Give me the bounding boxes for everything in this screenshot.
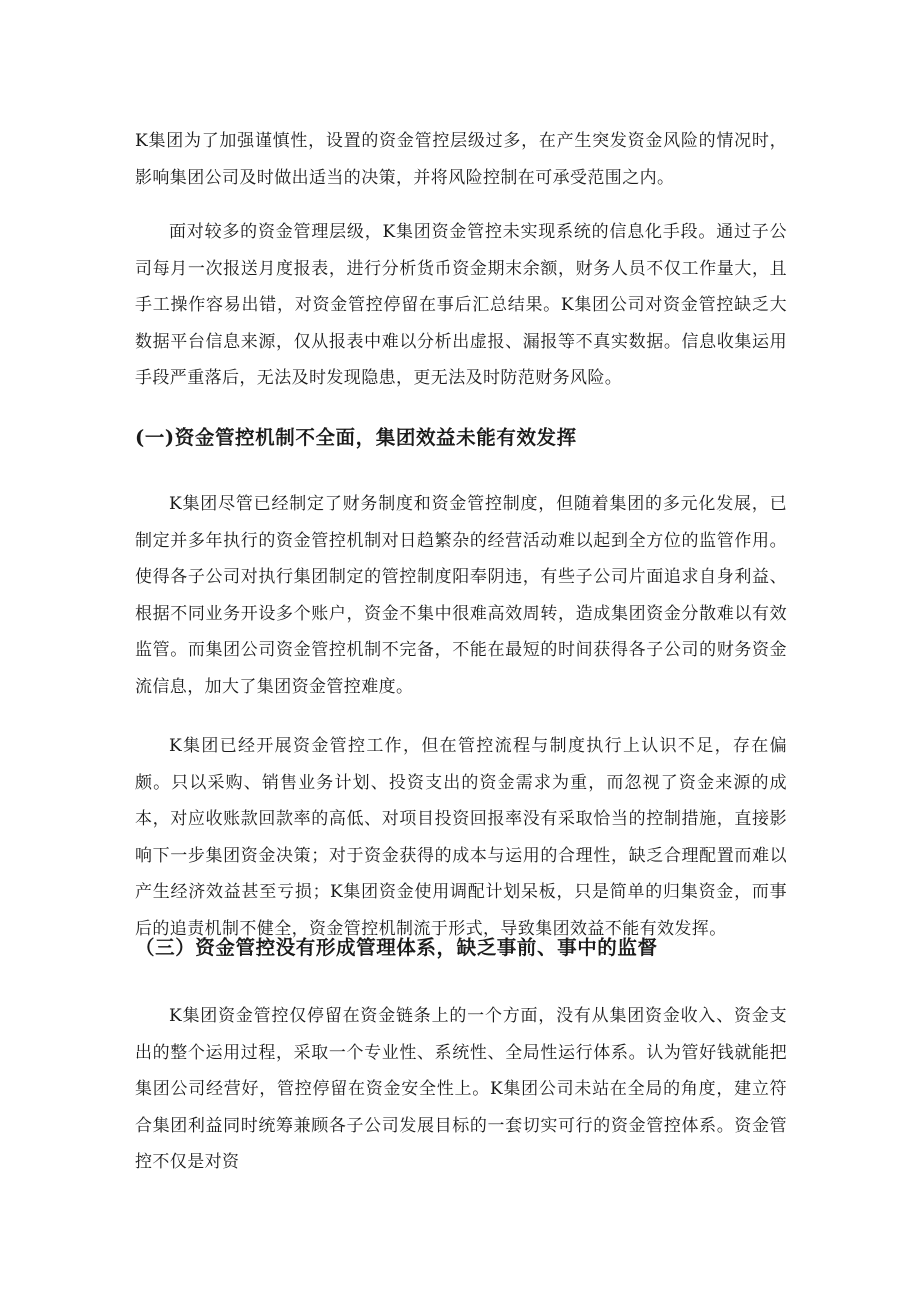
section-heading-1: (一)资金管控机制不全面，集团效益未能有效发挥: [135, 426, 577, 449]
paragraph-4: K集团已经开展资金管控工作，但在管控流程与制度执行上认识不足，存在偏颇。只以采购、销售业务计划、投资支出的资金需求为重，而忽视了资金来源的成本，对应收账款回款率的高低、对项目投资回报率没有采取恰当的控制措施，直接影响下一步集团资金决策；对于资金获得的成本与运用的合理性，缺乏合理配置而难以产生经济效益甚至亏损；K集团资金使用调配计划呆板，只是简单的归集资金，而事后的追责机制不健全，资金管控机制流于形式，导致集团效益不能有效发挥。: [135, 736, 787, 939]
paragraph-3: K集团尽管已经制定了财务制度和资金管控制度，但随着集团的多元化发展，已制定并多年执行的资金管控机制对日趋繁杂的经营活动难以起到全方位的监管作用。使得各子公司对执行集团制定的管控制度阳奉阴违，有些子公司片面追求自身利益、根据不同业务开设多个账户，资金不集中很难高效周转，造成集团资金分散难以有效监管。而集团公司资金管控机制不完备，不能在最短的时间获得各子公司的财务资金流信息，加大了集团资金管控难度。: [135, 494, 787, 697]
paragraph-1: K集团为了加强谨慎性，设置的资金管控层级过多，在产生突发资金风险的情况时，影响集团公司及时做出适当的决策，并将风险控制在可承受范围之内。: [135, 131, 787, 188]
paragraph-2: 面对较多的资金管理层级，K集团资金管控未实现系统的信息化手段。通过子公司每月一次报送月度报表，进行分析货币资金期末余额，财务人员不仅工作量大，且手工操作容易出错，对资金管控停留在事后汇总结果。K集团公司对资金管控缺乏大数据平台信息来源，仅从报表中难以分析出虚报、漏报等不真实数据。信息收集运用手段严重落后，无法及时发现隐患，更无法及时防范财务风险。: [135, 222, 787, 388]
section-heading-2: （三）资金管控没有形成管理体系，缺乏事前、事中的监督: [135, 936, 658, 959]
paragraph-5: K集团资金管控仅停留在资金链条上的一个方面，没有从集团资金收入、资金支出的整个运用过程，采取一个专业性、系统性、全局性运行体系。认为管好钱就能把集团公司经营好，管控停留在资金安全性上。K集团公司未站在全局的角度，建立符合集团利益同时统筹兼顾各子公司发展目标的一套切实可行的资金管控体系。资金管控不仅是对资: [135, 1006, 787, 1172]
